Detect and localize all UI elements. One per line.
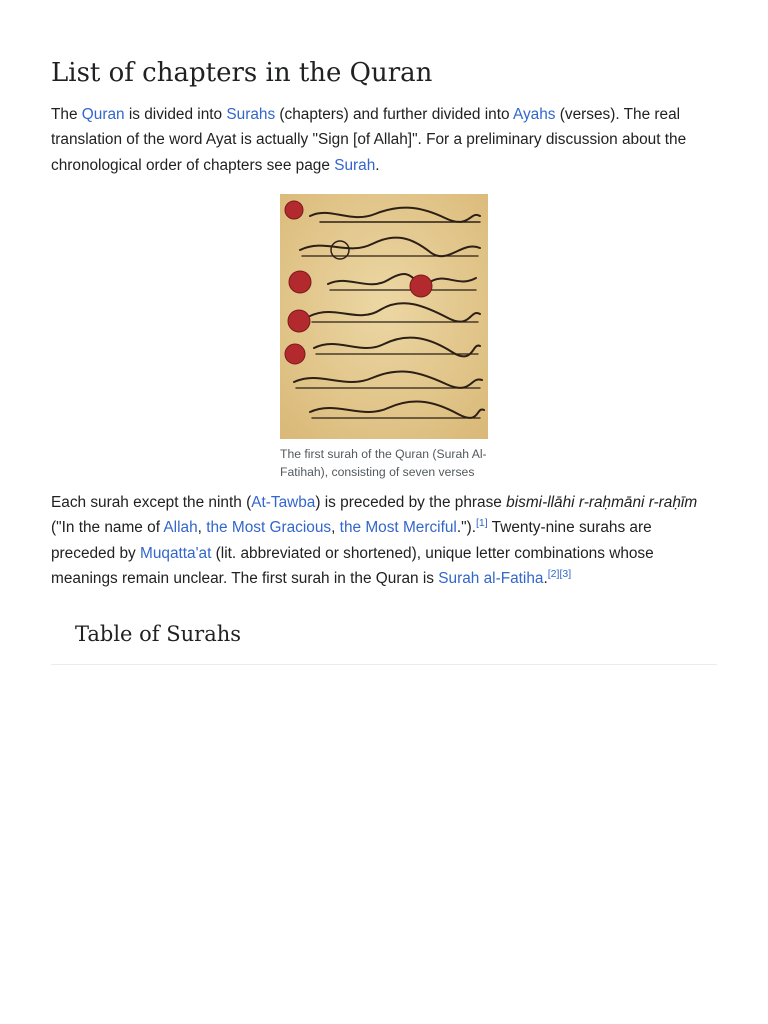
verse-marker-icon — [289, 271, 311, 293]
link-quran[interactable]: Quran — [81, 106, 125, 123]
body-text-3: ("In the name of — [51, 519, 164, 537]
reference-link-1[interactable]: [1] — [476, 517, 488, 530]
link-muqattaat[interactable]: Muqatta'at — [140, 544, 212, 562]
figure — [280, 194, 488, 481]
body-text-8: (lit. abbreviated or shortened), unique letter combinations whose meanings remain unclear. The first surah in the Quran is — [51, 544, 654, 587]
link-surahs[interactable]: Surahs — [226, 106, 276, 123]
verse-marker-icon — [285, 344, 305, 364]
section-heading-table-of-surahs: Table of Surahs — [75, 622, 242, 646]
body-paragraph — [51, 490, 717, 591]
intro-text-2: is divided into — [124, 106, 227, 123]
reference-link-2[interactable]: [2] — [547, 567, 560, 580]
link-at-tawba[interactable]: At-Tawba — [251, 494, 316, 511]
reference-link-3[interactable]: [3] — [559, 567, 572, 580]
intro-text-1: The — [51, 106, 82, 123]
link-surah[interactable]: Surah — [334, 156, 376, 174]
intro-paragraph — [51, 102, 717, 178]
body-text-6: ."). — [456, 519, 476, 537]
body-text-1: Each surah except the ninth ( — [51, 494, 252, 511]
body-text-2: ) is preceded by the phrase — [315, 494, 507, 511]
body-text-9: . — [543, 569, 548, 587]
intro-text-5: . — [375, 156, 380, 174]
verse-marker-icon — [285, 201, 303, 219]
figure-caption: The first surah of the Quran (Surah Al-Fatihah), consisting of seven verses — [280, 447, 487, 479]
bismillah-phrase: bismi-llāhi r-raḥmāni r-raḥīm — [506, 494, 698, 511]
intro-text-3: (chapters) and further divided into — [275, 106, 513, 123]
link-most-gracious[interactable]: the Most Gracious — [206, 519, 332, 537]
body-text-7: Twenty-nine surahs are preceded by — [51, 519, 652, 562]
page-title: List of chapters in the Quran — [51, 58, 433, 88]
al-fatiha-manuscript-image[interactable] — [280, 194, 488, 439]
link-surah-al-fatiha[interactable]: Surah al-Fatiha — [438, 569, 544, 587]
verse-marker-icon — [288, 310, 310, 332]
link-ayahs[interactable]: Ayahs — [513, 106, 556, 123]
body-text-4: , — [197, 519, 207, 537]
section-divider — [51, 664, 717, 665]
intro-text-4: (verses). The real translation of the word Ayat is actually "Sign [of Allah]". For a preliminary discussion about the chronological order of chapters see page — [51, 106, 687, 174]
body-text-5: , — [331, 519, 340, 537]
link-most-merciful[interactable]: the Most Merciful — [339, 519, 457, 537]
verse-marker-icon — [410, 275, 432, 297]
link-allah[interactable]: Allah — [163, 519, 198, 537]
